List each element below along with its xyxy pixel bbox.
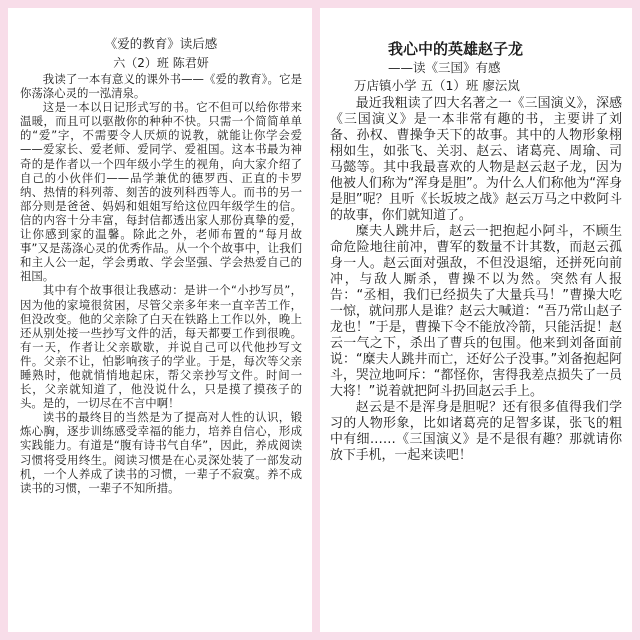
right-paragraph-3: 赵云是不是浑身是胆呢？还有很多值得我们学习的人物形象，比如诸葛亮的足智多谋，张飞的粗中有细……《三国演义》是不是很有趣？那就请你放下手机，一起来读吧！: [330, 400, 622, 463]
right-essay-page: [320, 8, 632, 632]
left-paragraph-4: 读书的最终目的当然是为了提高对人性的认识，锻炼心胸，逐步训练感受幸福的能力，培养自信心，形成实践能力。有道是“腹有诗书气自华”，因此，养成阅读习惯将受用终生。阅读习惯是在心灵深处装了一部发动机，一个人养成了读书的习惯，一辈子不寂寞。养不成读书的习惯，一辈子不知所措。: [20, 410, 302, 495]
left-paragraph-3: 其中有个故事很让我感动：是讲一个“小抄写员”，因为他的家境很贫困，尽管父亲多年来一直辛苦工作，但没改变。他的父亲除了白天在铁路上工作以外，晚上还从别处接一些抄写文件的活，每天都要工作到很晚。有一天，作者让父亲歇歇，并说自己可以代他抄写文件。父亲不让，怕影响孩子的学业。于是，每次等父亲睡熟时，他就悄悄地起床，帮父亲抄写文件。时间一长，父亲就知道了，他没说什么，只是摸了摸孩子的头。是的，一切尽在不言中啊！: [20, 283, 302, 411]
right-essay-author: 万店镇小学 五（1）班 廖沄岚: [354, 78, 520, 93]
left-paragraph-1: 我读了一本有意义的课外书——《爱的教育》。它是你荡涤心灵的一泓清泉。: [20, 72, 302, 101]
right-essay-subtitle: ——读《三国》有感: [388, 60, 501, 75]
right-paragraph-1: 最近我粗读了四大名著之一《三国演义》，深感《三国演义》是一本非常有趣的书，主要讲了刘备、孙权、曹操争天下的故事。其中的人物形象栩栩如生，如张飞、关羽、赵云、诸葛亮、周瑜、司马懿等。其中我最喜欢的人物是赵云赵子龙，因为他被人们称为“浑身是胆”。为什么人们称他为“浑身是胆”呢？且听《长坂坡之战》赵云万马之中救阿斗的故事，你们就知道了。: [330, 96, 622, 223]
left-essay-title: 《爱的教育》读后感: [104, 36, 218, 51]
right-essay-title: 我心中的英雄赵子龙: [388, 40, 524, 58]
left-essay-page: [8, 8, 312, 632]
left-paragraph-2: 这是一本以日记形式写的书。它不但可以给你带来温暖，而且可以驱散你的种种不快。只需一个简简单单的“爱”字，不需要令人厌烦的说教，就能让你学会爱——爱家长、爱老师、爱同学、爱祖国。这本书最为神奇的是作者以一个四年级小学生的视角，向大家介绍了自己的小伙伴们——品学兼优的德罗西、正直的卡罗纳、热情的科列蒂、刻苦的波列科西等人。而书的另一部分则是爸爸、妈妈和姐姐写给这位四年级学生的信。信的内容十分丰富，每封信都透出家人那份真挚的爱，让你感到家的温馨。除此之外，老师布置的“每月故事”又是荡涤心灵的优秀作品。从一个个故事中，让我们和主人公一起，学会勇敢、学会坚强、学会热爱自己的祖国。: [20, 100, 302, 284]
left-essay-author: 六（2）班 陈君妍: [113, 56, 209, 70]
right-paragraph-2: 糜夫人跳井后，赵云一把抱起小阿斗，不顾生命危险地往前冲，曹军的数量不计其数，而赵云孤身一人。赵云面对强敌，不但没退缩，还拼死向前冲，与敌人厮杀，曹操不以为然。突然有人报告：“丞相，我们已经损失了大量兵马！”曹操大吃一惊，就问那人是谁？赵云大喊道：“吾乃常山赵子龙也！”于是，曹操下令不能放冷箭，只能活捉！赵云一气之下，杀出了曹兵的包围。他来到刘备面前说：“糜夫人跳井而亡，还好公子没事。”刘备抱起阿斗，哭泣地呵斥：“都怪你，害得我差点损失了一员大将！”说着就把阿斗扔回赵云手上。: [330, 224, 622, 399]
